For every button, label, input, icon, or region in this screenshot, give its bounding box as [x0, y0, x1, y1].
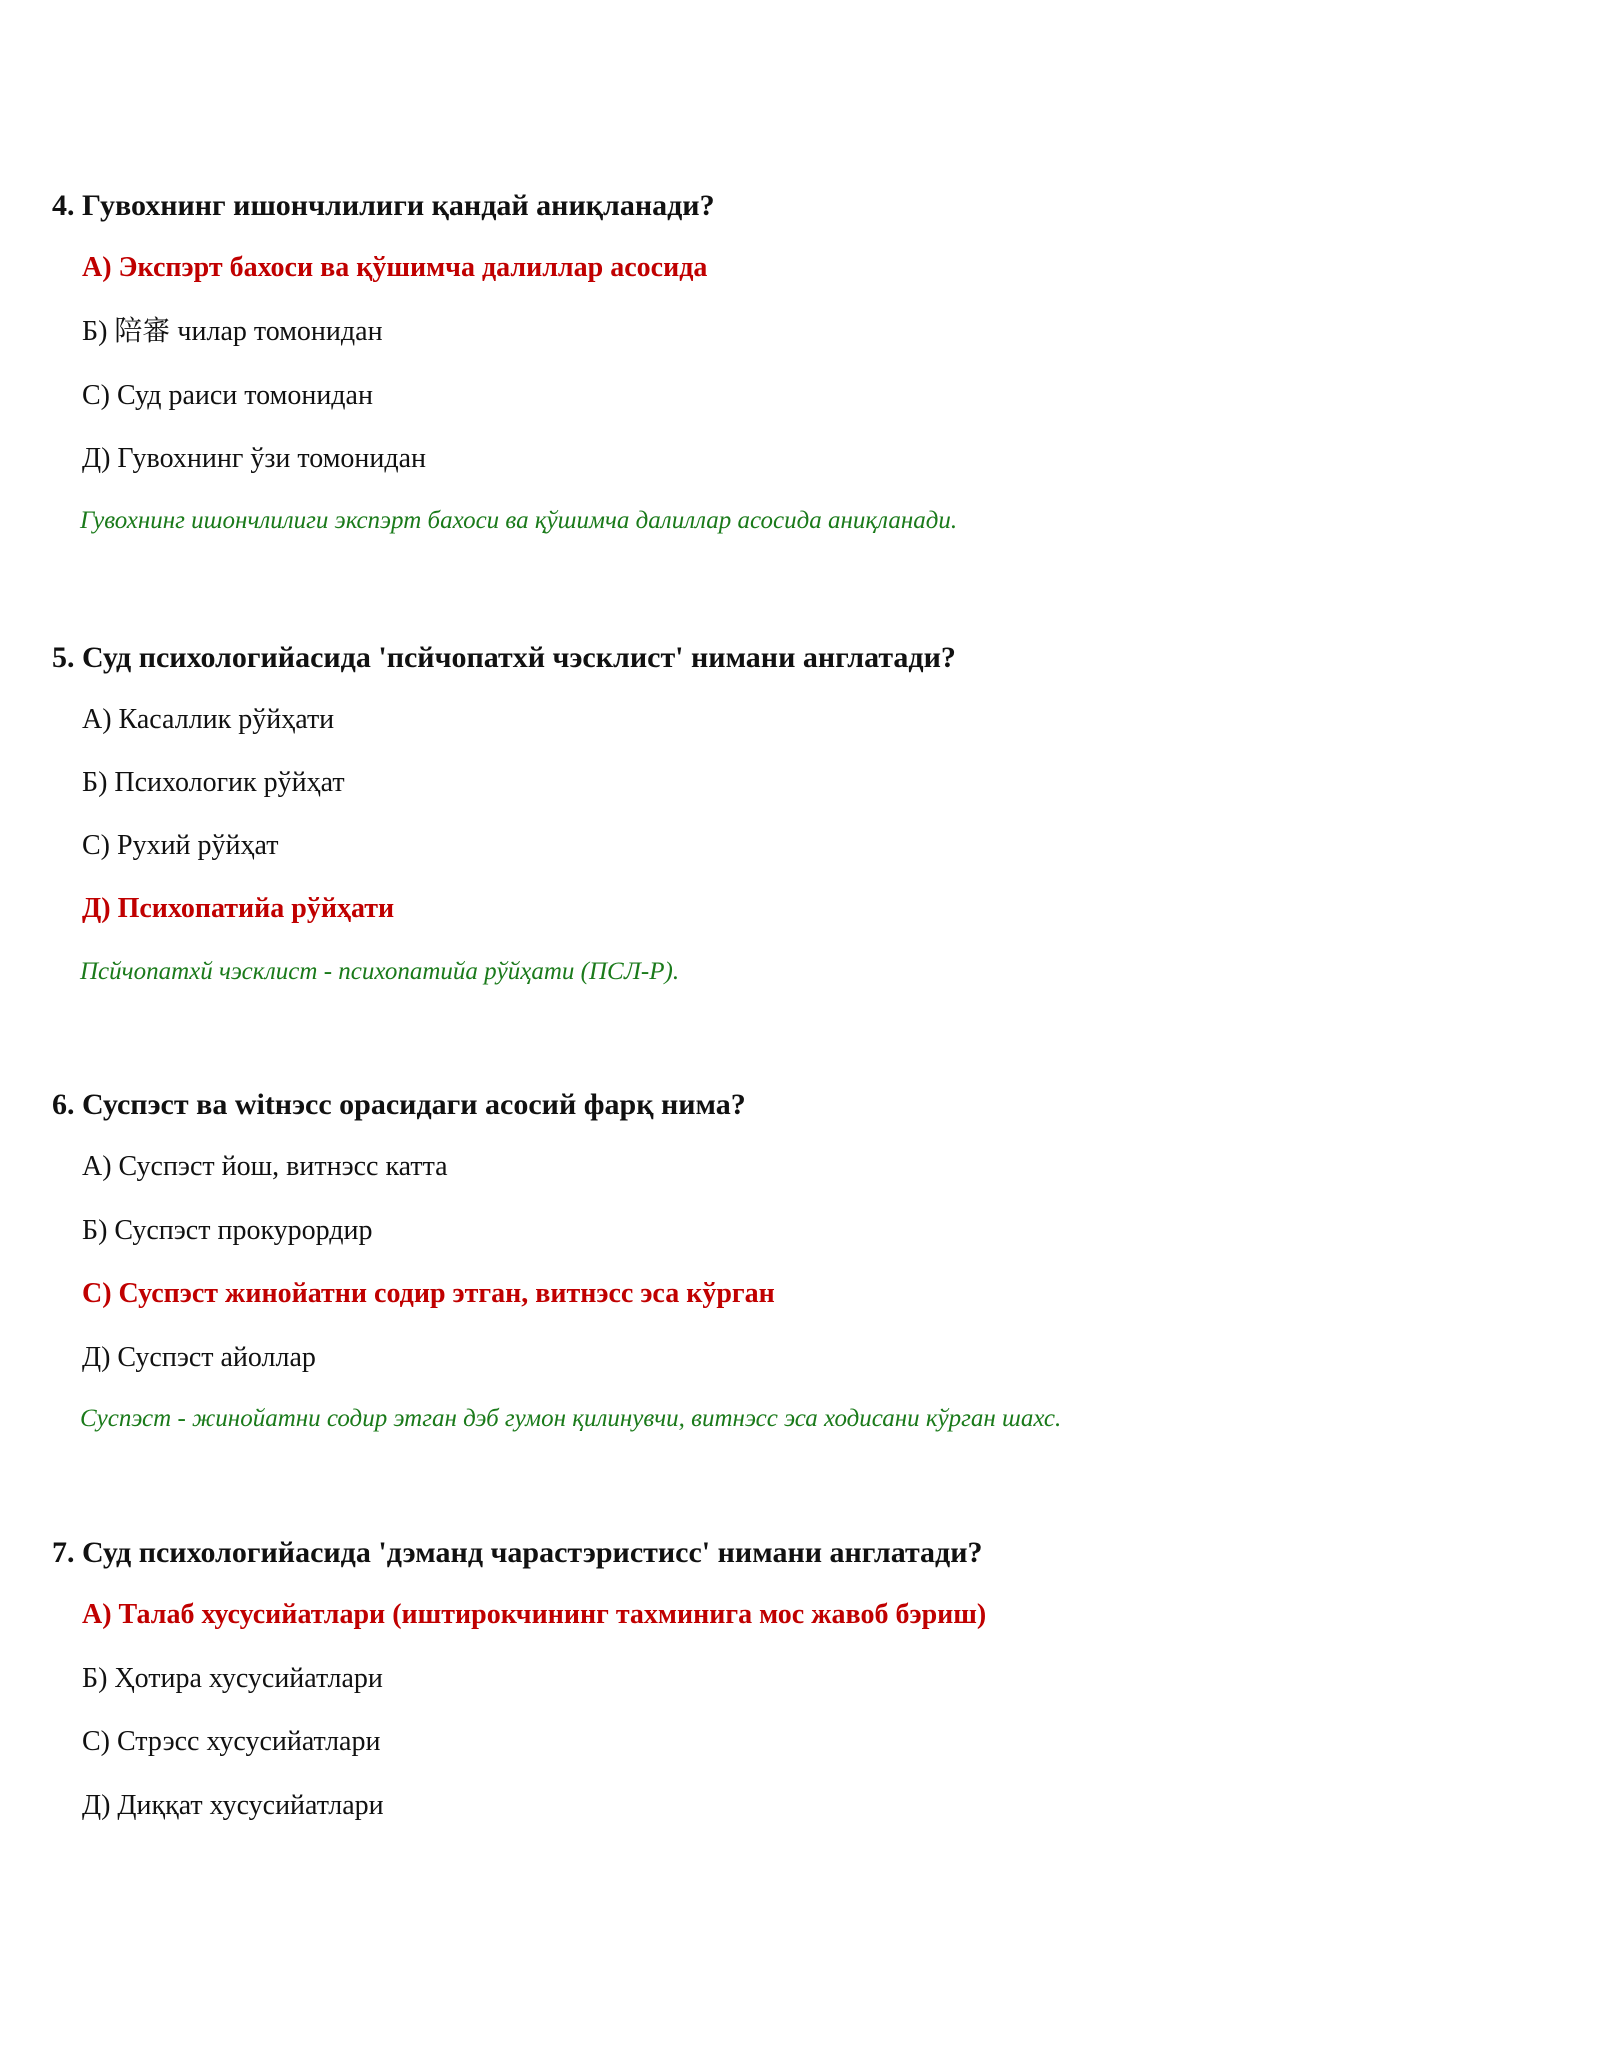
option-d: Д) Диққат хусусийатлари: [82, 1790, 384, 1821]
question-title: 4. Гувохнинг ишончлилиги қандай аниқланади?: [52, 189, 715, 222]
question-4: [52, 188, 1552, 534]
option-a: А) Талаб хусусийатлари (иштирокчининг тахминига мос жавоб бэриш): [82, 1599, 987, 1630]
option-c: С) Суспэст жинойатни содир этган, витнэсс эса кўрган: [82, 1278, 775, 1309]
explanation: Псйчопатхй чэсклист - психопатийа рўйҳати (ПСЛ-Р).: [80, 958, 680, 985]
option-a: А) Суспэст йош, витнэсс катта: [82, 1151, 448, 1182]
option-c: С) Рухий рўйҳат: [82, 830, 279, 861]
question-title: 7. Суд психологийасида 'дэманд чарастэристисс' нимани англатади?: [52, 1536, 983, 1569]
option-a: А) Экспэрт бахоси ва қўшимча далиллар асосида: [82, 252, 708, 283]
option-b: Б) Суспэст прокурордир: [82, 1215, 373, 1246]
question-7: [52, 1535, 1552, 1821]
question-6: [52, 1087, 1552, 1432]
option-d: Д) Суспэст айоллар: [82, 1342, 316, 1373]
option-b: Б) 陪審 чилар томонидан: [82, 316, 383, 347]
option-b: Б) Ҳотира хусусийатлари: [82, 1663, 383, 1694]
question-5: [52, 640, 1552, 985]
explanation: Гувохнинг ишончлилиги экспэрт бахоси ва қўшимча далиллар асосида аниқланади.: [80, 507, 958, 534]
option-b: Б) Психологик рўйҳат: [82, 767, 345, 798]
option-d: Д) Гувохнинг ўзи томонидан: [82, 443, 427, 474]
option-c: С) Стрэсс хусусийатлари: [82, 1726, 381, 1757]
question-title: 6. Суспэст ва witнэсс орасидаги асосий фарқ нима?: [52, 1088, 746, 1121]
option-c: С) Суд раиси томонидан: [82, 380, 373, 411]
option-d: Д) Психопатийа рўйҳати: [82, 893, 395, 924]
question-title: 5. Суд психологийасида 'псйчопатхй чэсклист' нимани англатади?: [52, 641, 956, 674]
explanation: Суспэст - жинойатни содир этган дэб гумон қилинувчи, витнэсс эса ходисани кўрган шахс.: [80, 1405, 1062, 1432]
option-a: А) Касаллик рўйҳати: [82, 704, 335, 735]
